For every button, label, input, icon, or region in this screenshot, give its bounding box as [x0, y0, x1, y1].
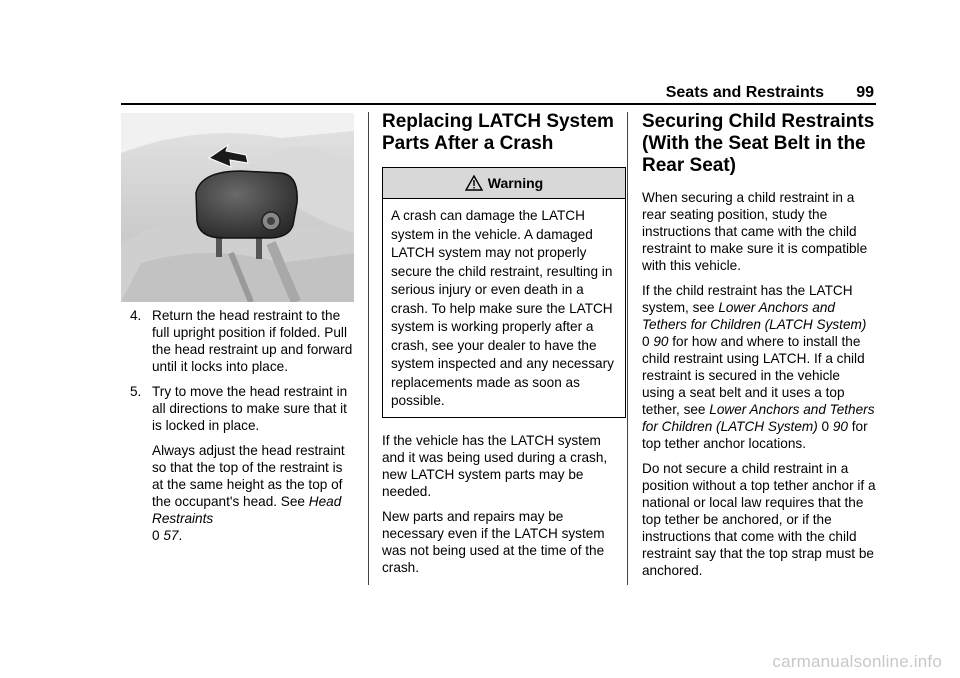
page-reference[interactable]	[642, 334, 668, 349]
page-reference[interactable]	[818, 419, 848, 434]
step-note	[152, 442, 356, 544]
section-title: Seats and Restraints	[665, 84, 824, 101]
column-3	[642, 111, 876, 587]
list-item	[130, 307, 356, 375]
list-item	[130, 383, 356, 544]
paragraph: New parts and repairs may be necessary even if the LATCH system was not being used at the time of the crash.	[382, 508, 605, 575]
paragraph	[642, 282, 876, 452]
page-reference[interactable]	[152, 528, 178, 543]
paragraph-text: for how and where to install the child restraint using LATCH. If a child restraint is secured in the vehicle using a seat belt and it uses a top tether, see	[642, 334, 865, 417]
reference-icon: 0	[821, 419, 830, 434]
step-number: 4.	[130, 308, 142, 323]
warning-triangle-icon	[465, 175, 483, 191]
reference-icon: 0	[152, 528, 160, 543]
warning-box	[382, 167, 626, 418]
latch-system-link[interactable]: Lower Anchors and Tethers for Children (LATCH System)	[642, 402, 875, 434]
paragraph-text: If the child restraint has the LATCH system, see	[642, 283, 853, 315]
page-number: 99	[856, 84, 874, 101]
step-text: Try to move the head restraint in all directions to make sure that it is locked in place.	[152, 384, 348, 433]
column-2	[382, 111, 618, 584]
step-number: 5.	[130, 384, 142, 399]
watermark: carmanualsonline.info	[772, 652, 942, 671]
paragraph: When securing a child restraint in a rear seating position, study the instructions that came with the child restraint to make sure it is compatible with this vehicle.	[642, 190, 868, 273]
head-restraint-illustration	[121, 113, 354, 302]
warning-header	[383, 168, 625, 199]
column-divider-2	[627, 112, 628, 585]
page-header	[121, 84, 876, 104]
paragraph: Do not secure a child restraint in a position without a top tether anchor if a national or local law requires that the top tether be anchored, or if the instructions that come with the child restraint say that the top strap must be anchored.	[642, 461, 876, 578]
column-1	[130, 307, 356, 552]
paragraph: If the vehicle has the LATCH system and it was being used during a crash, new LATCH system parts may be needed.	[382, 432, 608, 499]
note-suffix: .	[178, 528, 183, 543]
step-text: Return the head restraint to the full upright position if folded. Pull the head restraint up and forward until it locks into place.	[152, 308, 353, 374]
reference-page: 57	[163, 528, 179, 543]
header-rule	[121, 103, 876, 105]
note-text: Always adjust the head restraint so that the top of the restraint is at the same height as the top of the occupant's head. See	[152, 443, 345, 509]
warning-body	[383, 199, 625, 417]
paragraph-text: for top tether anchor locations.	[642, 419, 868, 451]
warning-text: A crash can damage the LATCH system in the vehicle. A damaged LATCH system may not properly secure the child restraint, resulting in serious injury or even death in a crash. To help make sure the LATCH system is working properly after a crash, see your dealer to have the system inspected and any necessary replacements made as soon as possible.	[391, 208, 614, 408]
warning-title: Warning	[487, 174, 544, 191]
reference-icon: 0	[642, 334, 650, 349]
reference-page: 90	[653, 334, 669, 349]
column-divider-1	[368, 112, 369, 585]
steps-list	[130, 307, 356, 544]
reference-page: 90	[832, 419, 848, 434]
section-heading: Securing Child Restraints (With the Seat Belt in the Rear Seat)	[642, 111, 875, 176]
head-restraints-link[interactable]: Head Restraints	[152, 494, 342, 526]
latch-system-link[interactable]: Lower Anchors and Tethers for Children (LATCH System)	[642, 300, 867, 332]
head-restraint-icon	[121, 113, 354, 302]
section-heading: Replacing LATCH System Parts After a Crash	[382, 111, 614, 154]
